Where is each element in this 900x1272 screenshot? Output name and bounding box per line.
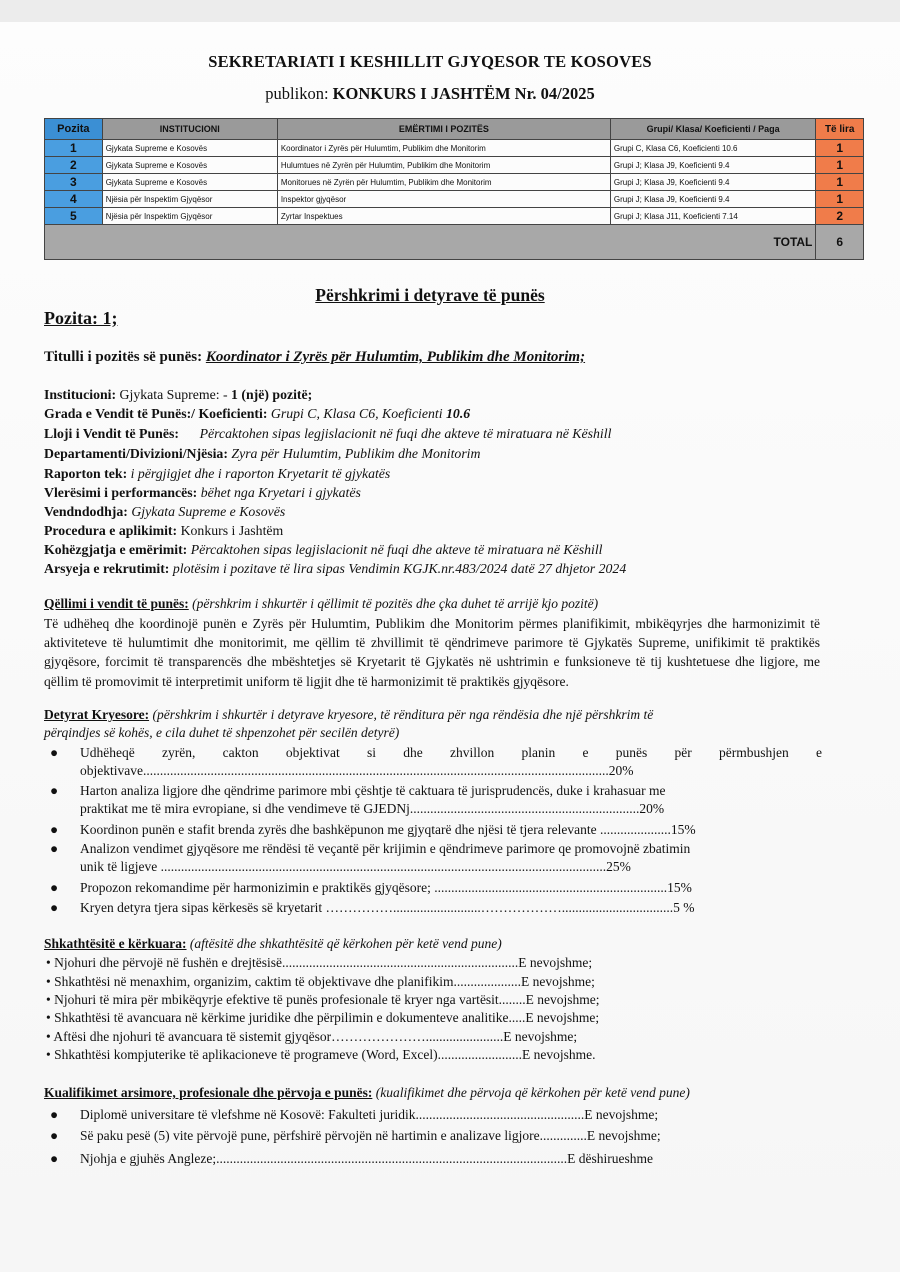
table-header: Pozita INSTITUCIONI EMËRTIMI I POZITËS Grupi/ Klasa/ Koeficienti / Paga Të lira [45,119,864,140]
org-title: SEKRETARIATI I KESHILLIT GJYQESOR TE KOSOVES [208,52,652,71]
bullet-icon: ● [50,1107,59,1122]
list-item: • Njohuri dhe përvojë në fushën e drejtësisë......................................................................E nevojshme; [46,955,593,970]
positions-table [44,118,864,260]
info-grada: Grada e Vendit të Punës:/ Koeficienti: Grupi C, Klasa C6, Koeficienti 10.6 [44,406,471,421]
info-departamenti: Departamenti/Divizioni/Njësia: Zyra për Hulumtim, Publikim dhe Monitorim [44,446,481,461]
list-item: • Aftësi dhe njohuri të avancuara të sistemit gjyqësor………………….......................E nevojshme; [46,1029,578,1044]
list-item: ● Së paku pesë (5) vite përvojë pune, përfshirë përvojën në hartimin e analizave ligjore..............E nevojshme; [50,1128,661,1143]
bullet-icon: ● [50,822,59,837]
list-item: ● Koordinon punën e stafit brenda zyrës dhe bashkëpunon me gjyqtarë dhe njësi të tjera relevante .....................15% [50,822,696,837]
bullet-icon: ● [50,880,59,895]
info-arsyeja: Arsyeja e rekrutimit: plotësim i pozitave të lira sipas Vendimin KGJK.nr.483/2024 datë 27 dhjetor 2024 [44,561,627,576]
info-vendndodhja: Vendndodhja: Gjykata Supreme e Kosovës [44,504,286,519]
list-item: ● Kryen detyra tjera sipas kërkesës së kryetarit ……………..........................……………….................................5 % [50,900,695,915]
list-item: • Njohuri të mira për mbikëqyrje efektive të punës profesionale të kryer nga vartësit........E nevojshme; [46,992,600,1007]
bullet-icon: ● [50,900,59,915]
bullet-icon: ● [50,841,59,856]
list-item: • Shkathtësi të avancuara në kërkime juridike dhe përpilimin e dokumenteve analitike.....E nevojshme; [46,1010,600,1025]
detyrat-heading: Detyrat Kryesore: (përshkrim i shkurtër i detyrave kryesore, të rënditura për nga rëndësia dhe një përshkrim të [44,707,654,722]
list-item: ● Diplomë universitare të vlefshme në Kosovë: Fakulteti juridik..................................................E nevojshme; [50,1107,659,1122]
shkathtesite-heading: Shkathtësitë e kërkuara: (aftësitë dhe shkathtësitë që kërkohen për ketë vend pune) [44,936,502,951]
info-vleresimi: Vlerësimi i performancës: bëhet nga Kryetari i gjykatës [44,485,361,500]
table-total-row: TOTAL 6 [45,225,864,260]
list-item: ● Harton analiza ligjore dhe qëndrime parimore mbi çështje të caktuara të jurisprudencës, duke i krahasuar me praktikat me të mira evropiane, si dhe vendimeve të GJEDNj....................................................................20% [50,783,666,816]
table-row: 2 Gjykata Supreme e Kosovës Hulumtues në Zyrën për Hulumtim, Publikim dhe Monitorim Grupi J; Klasa J9, Koeficienti 9.4 1 [45,157,864,174]
pozita-label: Pozita: 1; [44,308,118,328]
detyrat-hint: përqindjes së kohës, e cila duhet të shpenzohet për secilën detyrë) [44,725,400,740]
info-procedura: Procedura e aplikimit: Konkurs i Jashtëm [44,523,284,538]
table-row: 1 Gjykata Supreme e Kosovës Koordinator i Zyrës për Hulumtim, Publikim dhe Monitorim Grupi C, Klasa C6, Koeficienti 10.6 1 [45,140,864,157]
section-title: Përshkrimi i detyrave të punës [315,285,545,305]
qellimi-heading: Qëllimi i vendit të punës: (përshkrim i shkurtër i qëllimit të pozitës dhe çka duhet të arrijë kjo pozitë) [44,596,599,611]
bullet-icon: ● [50,1128,59,1143]
qellimi-text: Të udhëheq dhe koordinojë punën e Zyrës për Hulumtim, Publikim dhe Monitorim përmes planifikimit, mbikëqyrjes dhe harmonizimit të aktiviteteve të hulumtimit dhe monitorimit, me qëllim të zhvillimit të qëndrimeve parimore të Gjykatës Supreme, unifikimit të praktikës gjyqësore, forcimit të transparencës dhe mbështetjes së Kryetarit të Gjykatës në ushtrimin e funksioneve të tij kushtetuese dhe ligjore, me qëllim të promovimit të interpretimit uniform të ligjit dhe të harmonizimit të praktikës gjyqësore. [44,616,820,689]
table-row: 4 Njësia për Inspektim Gjyqësor Inspektor gjyqësor Grupi J; Klasa J9, Koeficienti 9.4 1 [45,191,864,208]
kualifikimet-heading: Kualifikimet arsimore, profesionale dhe përvoja e punës: (kualifikimet dhe përvoja që kërkohen për ketë vend pune) [44,1085,690,1100]
info-institucioni: Institucioni: Gjykata Supreme: - 1 (një) pozitë; [44,387,313,402]
table-row: 5 Njësia për Inspektim Gjyqësor Zyrtar Inspektues Grupi J; Klasa J11, Koeficienti 7.14 2 [45,208,864,225]
konkurs-title: publikon: KONKURS I JASHTËM Nr. 04/2025 [265,84,595,103]
list-item: ● Udhëheqë zyrën, cakton objektivat si dhe zhvillon planin e punës për përmbushjen e objektivave..........................................................................................................................................20% [50,745,822,778]
list-item: ● Analizon vendimet gjyqësore me rëndësi të veçantë për krijimin e qëndrimeve parimore qe promovojnë zbatimin unik të ligjeve ....................................................................................................................................25% [50,841,691,874]
info-lloji: Lloji i Vendit të Punës: Përcaktohen sipas legjislacionit në fuqi dhe akteve të miratuara në Këshill [44,426,612,441]
list-item: • Shkathtësi kompjuterike të aplikacioneve të programeve (Word, Excel).........................E nevojshme. [46,1047,596,1062]
bullet-icon: ● [50,745,59,760]
list-item: ● Propozon rekomandime për harmonizimin e praktikës gjyqësore; .....................................................................15% [50,880,692,895]
scan-edge [0,0,900,22]
table-row: 3 Gjykata Supreme e Kosovës Monitorues në Zyrën për Hulumtim, Publikim dhe Monitorim Grupi J; Klasa J9, Koeficienti 9.4 1 [45,174,864,191]
list-item: ● Njohja e gjuhës Angleze;........................................................................................................E dëshirueshme [50,1151,653,1166]
position-title: Titulli i pozitës së punës: Koordinator i Zyrës për Hulumtim, Publikim dhe Monitorim; [44,349,586,365]
bullet-icon: ● [50,1151,59,1166]
list-item: • Shkathtësi në menaxhim, organizim, caktim të objektivave dhe planifikim....................E nevojshme; [46,974,595,989]
info-raporton: Raporton tek: i përgjigjet dhe i raporton Kryetarit të gjykatës [44,466,391,481]
bullet-icon: ● [50,783,59,798]
info-kohezgjatja: Kohëzgjatja e emërimit: Përcaktohen sipas legjislacionit në fuqi dhe akteve të miratuara në Këshill [44,542,603,557]
